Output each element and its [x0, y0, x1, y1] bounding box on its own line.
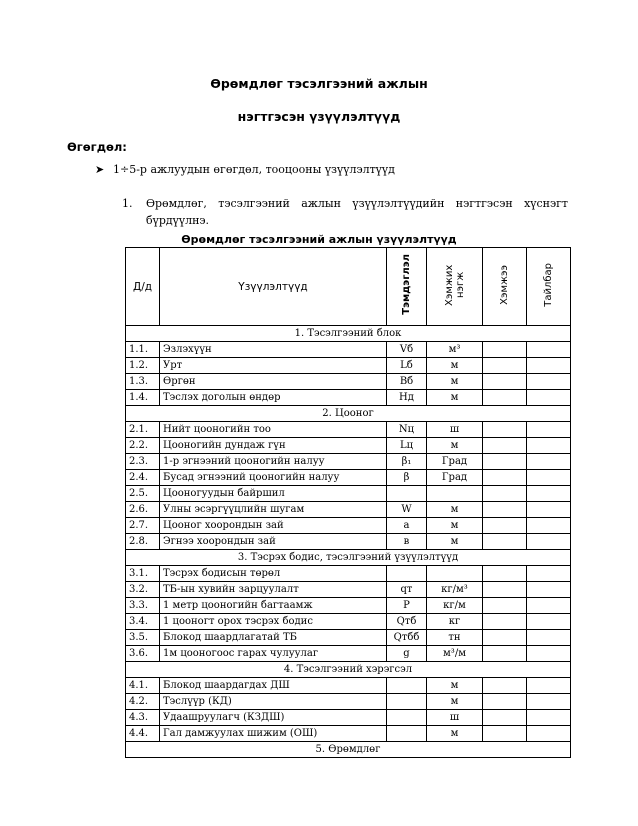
cell-num: 1.2.	[126, 358, 160, 374]
cell-indicator: 1 цооногт орох тэсрэх бодис	[160, 614, 387, 630]
cell-symbol: Lб	[387, 358, 427, 374]
cell-num: 4.1.	[126, 678, 160, 694]
section-row	[126, 550, 571, 566]
table-caption: Өрөмдлөг тэсэлгээний ажлын үзүүлэлтүүд	[181, 233, 457, 246]
cell-symbol: β	[387, 470, 427, 486]
cell-value	[483, 694, 527, 710]
cell-symbol: в	[387, 534, 427, 550]
table-row	[126, 630, 571, 646]
cell-unit: м³	[427, 342, 483, 358]
cell-value	[483, 486, 527, 502]
cell-num: 1.1.	[126, 342, 160, 358]
cell-value	[483, 598, 527, 614]
cell-value	[483, 566, 527, 582]
cell-value	[483, 438, 527, 454]
header-symbol: Тэмдэглэл	[387, 248, 427, 326]
cell-indicator: Цооногуудын байршил	[160, 486, 387, 502]
cell-symbol	[387, 486, 427, 502]
cell-note	[527, 422, 571, 438]
cell-num: 3.2.	[126, 582, 160, 598]
header-unit: Хэмжих нэгж	[427, 248, 483, 326]
cell-symbol: Qтбб	[387, 630, 427, 646]
section-title: 2. Цооног	[126, 406, 571, 422]
section-row	[126, 742, 571, 758]
cell-unit: м	[427, 694, 483, 710]
cell-indicator: 1 метр цооногийн багтаамж	[160, 598, 387, 614]
cell-indicator: Удаашруулагч (КЗДШ)	[160, 710, 387, 726]
cell-note	[527, 390, 571, 406]
cell-note	[527, 534, 571, 550]
cell-num: 3.5.	[126, 630, 160, 646]
cell-symbol: qт	[387, 582, 427, 598]
table-row	[126, 390, 571, 406]
cell-note	[527, 470, 571, 486]
cell-num: 3.1.	[126, 566, 160, 582]
cell-symbol	[387, 710, 427, 726]
cell-value	[483, 390, 527, 406]
cell-symbol	[387, 566, 427, 582]
header-indicator: Үзүүлэлтүүд	[160, 248, 387, 326]
section-row	[126, 326, 571, 342]
task-number: 1.	[122, 197, 133, 210]
cell-unit: м	[427, 390, 483, 406]
cell-value	[483, 710, 527, 726]
header-note: Тайлбар	[527, 248, 571, 326]
cell-note	[527, 678, 571, 694]
cell-note	[527, 566, 571, 582]
arrow-bullet-icon: ➤	[95, 163, 105, 176]
cell-symbol: а	[387, 518, 427, 534]
section-title: 1. Тэсэлгээний блок	[126, 326, 571, 342]
cell-value	[483, 374, 527, 390]
cell-num: 2.6.	[126, 502, 160, 518]
page-subtitle: нэгтгэсэн үзүүлэлтүүд	[237, 109, 401, 124]
cell-value	[483, 422, 527, 438]
cell-indicator: ТБ-ын хувийн зарцуулалт	[160, 582, 387, 598]
cell-symbol: Р	[387, 598, 427, 614]
table-row	[126, 598, 571, 614]
cell-note	[527, 518, 571, 534]
cell-num: 2.8.	[126, 534, 160, 550]
cell-unit: ш	[427, 422, 483, 438]
cell-num: 4.3.	[126, 710, 160, 726]
cell-num: 3.3.	[126, 598, 160, 614]
task-text-line2: бүрдүүлнэ.	[146, 214, 210, 227]
cell-symbol: Вб	[387, 374, 427, 390]
cell-symbol: Нд	[387, 390, 427, 406]
cell-indicator: Блокод шаардлагатай ТБ	[160, 630, 387, 646]
header-value: Хэмжээ	[483, 248, 527, 326]
cell-note	[527, 630, 571, 646]
table-row	[126, 726, 571, 742]
cell-num: 3.6.	[126, 646, 160, 662]
cell-num: 2.2.	[126, 438, 160, 454]
cell-symbol: Nц	[387, 422, 427, 438]
table-row	[126, 566, 571, 582]
section-row	[126, 406, 571, 422]
cell-value	[483, 454, 527, 470]
cell-value	[483, 678, 527, 694]
section-title: 4. Тэсэлгээний хэрэгсэл	[126, 662, 571, 678]
cell-unit: Град	[427, 454, 483, 470]
table-row	[126, 422, 571, 438]
cell-symbol: Qтб	[387, 614, 427, 630]
cell-unit: м	[427, 518, 483, 534]
cell-indicator: Улны эсэргүүцлийн шугам	[160, 502, 387, 518]
cell-value	[483, 470, 527, 486]
cell-symbol	[387, 678, 427, 694]
table-header-row	[126, 248, 571, 326]
cell-value	[483, 502, 527, 518]
cell-note	[527, 374, 571, 390]
table-row	[126, 342, 571, 358]
cell-num: 4.2.	[126, 694, 160, 710]
cell-indicator: 1-р эгнээний цооногийн налуу	[160, 454, 387, 470]
cell-value	[483, 630, 527, 646]
cell-value	[483, 534, 527, 550]
cell-note	[527, 598, 571, 614]
table-row	[126, 694, 571, 710]
table-row	[126, 646, 571, 662]
indicators-table	[125, 247, 571, 758]
cell-note	[527, 438, 571, 454]
cell-unit: м	[427, 678, 483, 694]
cell-symbol	[387, 726, 427, 742]
cell-unit: м	[427, 358, 483, 374]
cell-unit: м	[427, 502, 483, 518]
cell-unit	[427, 566, 483, 582]
cell-note	[527, 694, 571, 710]
task-text-line1: Өрөмдлөг, тэсэлгээний ажлын үзүүлэлтүүдийн нэгтгэсэн хүснэгт	[146, 197, 568, 210]
cell-num: 2.4.	[126, 470, 160, 486]
table-row	[126, 454, 571, 470]
cell-symbol: W	[387, 502, 427, 518]
cell-indicator: Блокод шаардагдах ДШ	[160, 678, 387, 694]
bullet-text: 1÷5-р ажлуудын өгөгдөл, тооцооны үзүүлэлтүүд	[113, 163, 395, 176]
cell-unit: кг/м³	[427, 582, 483, 598]
cell-indicator: Өргөн	[160, 374, 387, 390]
given-label: Өгөгдөл:	[67, 140, 127, 154]
cell-note	[527, 582, 571, 598]
cell-num: 2.1.	[126, 422, 160, 438]
cell-value	[483, 646, 527, 662]
cell-value	[483, 342, 527, 358]
header-num: Д/д	[126, 248, 160, 326]
cell-note	[527, 486, 571, 502]
table-row	[126, 678, 571, 694]
cell-unit: кг/м	[427, 598, 483, 614]
cell-symbol: g	[387, 646, 427, 662]
cell-unit: ш	[427, 710, 483, 726]
cell-unit: кг	[427, 614, 483, 630]
page-title: Өрөмдлөг тэсэлгээний ажлын	[210, 76, 428, 91]
cell-unit	[427, 486, 483, 502]
section-title: 5. Өрөмдлөг	[126, 742, 571, 758]
table-row	[126, 710, 571, 726]
cell-value	[483, 726, 527, 742]
table-row	[126, 438, 571, 454]
cell-note	[527, 502, 571, 518]
table-row	[126, 470, 571, 486]
cell-indicator: Тэсрэх бодисын төрөл	[160, 566, 387, 582]
table-row	[126, 374, 571, 390]
cell-note	[527, 614, 571, 630]
cell-note	[527, 454, 571, 470]
cell-indicator: 1м цооногоос гарах чулуулаг	[160, 646, 387, 662]
cell-num: 3.4.	[126, 614, 160, 630]
cell-indicator: Гал дамжуулах шижим (ОШ)	[160, 726, 387, 742]
cell-note	[527, 646, 571, 662]
cell-num: 2.5.	[126, 486, 160, 502]
cell-symbol: Lц	[387, 438, 427, 454]
cell-note	[527, 726, 571, 742]
table-row	[126, 518, 571, 534]
cell-unit: м	[427, 374, 483, 390]
cell-value	[483, 582, 527, 598]
cell-indicator: Бусад эгнээний цооногийн налуу	[160, 470, 387, 486]
cell-value	[483, 614, 527, 630]
cell-indicator: Урт	[160, 358, 387, 374]
cell-indicator: Эзлэхүүн	[160, 342, 387, 358]
cell-num: 1.4.	[126, 390, 160, 406]
cell-unit: м³/м	[427, 646, 483, 662]
cell-indicator: Тэслүүр (КД)	[160, 694, 387, 710]
cell-indicator: Цооногийн дундаж гүн	[160, 438, 387, 454]
cell-unit: м	[427, 438, 483, 454]
cell-indicator: Тэслэх доголын өндөр	[160, 390, 387, 406]
cell-indicator: Нийт цооногийн тоо	[160, 422, 387, 438]
cell-unit: Град	[427, 470, 483, 486]
cell-num: 2.7.	[126, 518, 160, 534]
section-title: 3. Тэсрэх бодис, тэсэлгээний үзүүлэлтүүд	[126, 550, 571, 566]
section-row	[126, 662, 571, 678]
cell-num: 2.3.	[126, 454, 160, 470]
cell-value	[483, 358, 527, 374]
cell-symbol: β₁	[387, 454, 427, 470]
table-row	[126, 502, 571, 518]
table-row	[126, 582, 571, 598]
cell-unit: м	[427, 534, 483, 550]
bullet-item	[95, 163, 395, 176]
cell-note	[527, 358, 571, 374]
cell-symbol	[387, 694, 427, 710]
cell-num: 1.3.	[126, 374, 160, 390]
cell-indicator: Цооног хоорондын зай	[160, 518, 387, 534]
table-row	[126, 614, 571, 630]
cell-unit: м	[427, 726, 483, 742]
cell-value	[483, 518, 527, 534]
cell-num: 4.4.	[126, 726, 160, 742]
cell-unit: тн	[427, 630, 483, 646]
cell-indicator: Эгнээ хоорондын зай	[160, 534, 387, 550]
table-row	[126, 486, 571, 502]
cell-note	[527, 710, 571, 726]
table-row	[126, 534, 571, 550]
cell-note	[527, 342, 571, 358]
cell-symbol: Vб	[387, 342, 427, 358]
table-row	[126, 358, 571, 374]
